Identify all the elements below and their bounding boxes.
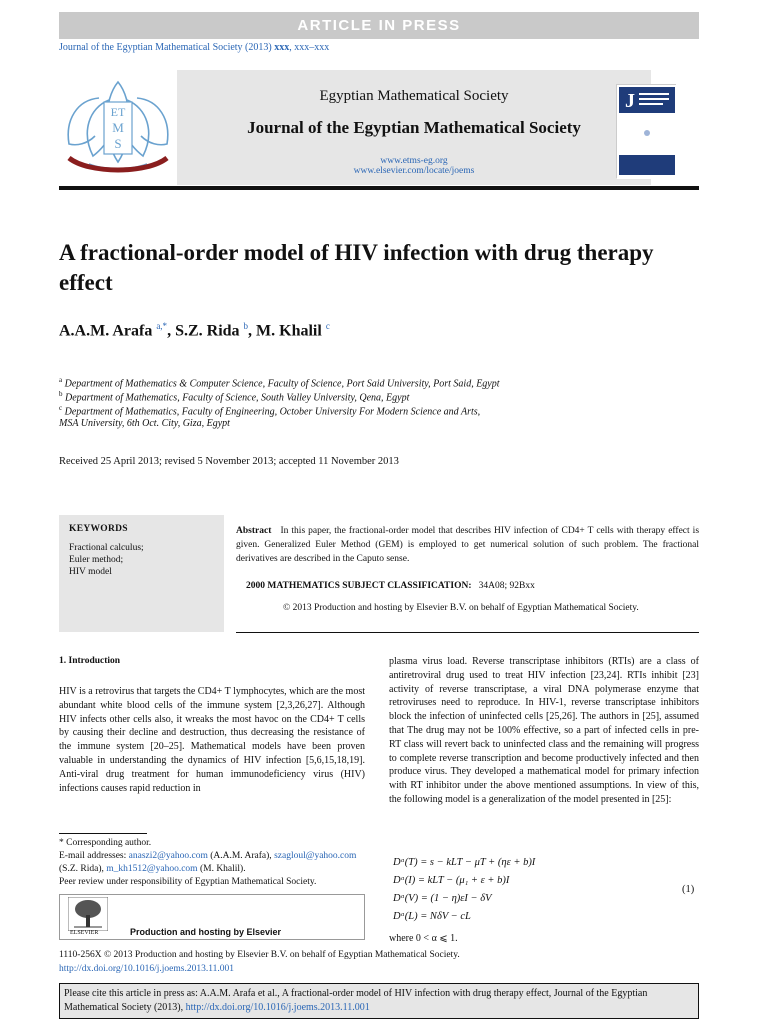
author-affiliation-link[interactable]: a,* xyxy=(156,321,168,331)
header-divider xyxy=(59,186,699,190)
affiliation-a xyxy=(59,376,500,389)
affiliation-mark: b xyxy=(59,390,63,398)
email-addresses-continued xyxy=(59,864,246,874)
doi-link[interactable]: http://dx.doi.org/10.1016/j.joems.2013.11.001 xyxy=(59,964,234,974)
email-addresses xyxy=(59,851,356,861)
issn-line: 1110-256X © 2013 Production and hosting by Elsevier B.V. on behalf of Egyptian Mathematical Society. xyxy=(59,950,460,960)
keywords-heading: KEYWORDS xyxy=(69,524,128,534)
citation-doi-link[interactable]: http://dx.doi.org/10.1016/j.joems.2013.11.001 xyxy=(185,1002,370,1013)
elsevier-tagline: Production and hosting by Elsevier xyxy=(130,927,282,937)
author-name: M. Khalil xyxy=(256,322,322,340)
etms-logo xyxy=(59,70,177,185)
society-name: Egyptian Mathematical Society xyxy=(319,88,509,104)
affiliation-text: Department of Mathematics, Faculty of Science, South Valley University, Qena, Egypt xyxy=(65,392,410,404)
logo-letter-et: ET xyxy=(110,105,126,119)
equation-number: (1) xyxy=(682,884,695,895)
affiliation-text: Department of Mathematics, Faculty of Engineering, October University For Modern Science and Arts, xyxy=(64,406,481,418)
corresponding-author-note: * Corresponding author. xyxy=(59,838,152,848)
article-title: A fractional-order model of HIV infection with drug therapy effect xyxy=(59,240,654,295)
equation-line: Dᵅ(V) = (1 − η)εI − δV xyxy=(393,893,492,904)
email-link[interactable]: m_kh1512@yahoo.com xyxy=(106,864,198,874)
msc-classification xyxy=(246,581,535,591)
svg-text:J: J xyxy=(625,90,635,112)
journal-cover-thumbnail xyxy=(616,84,676,178)
affiliation-c-continued xyxy=(59,418,230,429)
email-owner: (A.A.M. Arafa), xyxy=(207,851,275,861)
affiliation-mark: a xyxy=(59,376,63,384)
intro-paragraph-right: plasma virus load. Reverse transcriptase inhibitors (RTIs) are a class of antiretroviral drug used to treat HIV infection [23,24]. RTIs inhibit [23] activity of reverse transcriptase, a viral DNA polymerase enzyme that retroviruses need to reproduce. In HIV-1, reverse transcriptase inhibitors block the infection of uninfected cells [25,26]. The authors in [25], assumed that The drug may not be 100% effective, so a part of infected cells in pre-RT class will revert back to uninfected class and the remaining will progress to complete reverse transcription and become productively infected and then produce virus. They developed a mathematical model for primary infection with RT inhibitor under the above mentioned assumptions. In view of this, the following model is a generalization of the model presented in [25]: xyxy=(389,656,699,805)
equation-line: Dᵅ(T) = s − kLT − μT + (ηε + b)I xyxy=(393,857,536,868)
email-link[interactable]: szagloul@yahoo.com xyxy=(274,851,357,861)
author-affiliation-link[interactable]: b xyxy=(243,321,249,331)
msc-value: 34A08; 92Bxx xyxy=(478,581,535,591)
elsevier-url[interactable]: www.elsevier.com/locate/joems xyxy=(353,166,475,176)
intro-paragraph-left: HIV is a retrovirus that targets the CD4+ T lymphocytes, which are the most abundant white blood cells of the immune system [2,3,26,27]. Although HIV infects other cells also, it wreaks the most havoc on the CD4+ T cells by causing their decline and destruction, thus decreasing the resistance of the immune system [20–25]. Mathematical models have been proven valuable in understanding the dynamics of HIV infection [5,6,15,18,19]. Anti-viral drug treatment for human immunodeficiency virus (HIV) infections causes rapid reduction in xyxy=(59,686,365,794)
section-heading-introduction: 1. Introduction xyxy=(59,656,121,666)
elsevier-wordmark: ELSEVIER xyxy=(70,930,99,936)
abstract-label: Abstract xyxy=(236,526,272,536)
keyword-item: HIV model xyxy=(69,567,112,577)
received-dates: Received 25 April 2013; revised 5 November 2013; accepted 11 November 2013 xyxy=(59,456,399,467)
abstract-text: In this paper, the fractional-order model that describes HIV infection of CD4+ T cells with therapy effect is given. Generalized Euler Method (GEM) is employed to get numerical solution of such problem. The fractional derivatives are described in the Caputo sense. xyxy=(236,526,700,564)
citation-text: Please cite this article in press as: A.A.M. Arafa et al., A fractional-order model of HIV infection with drug therapy effect, Journal of the Egyptian Mathematical Society (2013), xyxy=(64,988,648,1013)
equation-line: Dᵅ(I) = kLT − (μ₁ + ε + b)I xyxy=(393,875,510,886)
email-link[interactable]: anaszi2@yahoo.com xyxy=(128,851,208,861)
journal-title: Journal of the Egyptian Mathematical Society xyxy=(247,118,581,137)
journal-reference-line[interactable] xyxy=(59,42,329,53)
journal-line-volume: xxx xyxy=(274,42,290,53)
elsevier-tree-icon xyxy=(68,897,108,931)
author-name: S.Z. Rida xyxy=(175,322,240,340)
etms-lotus-icon xyxy=(59,70,177,185)
cover-image-icon xyxy=(617,85,677,179)
affiliation-text: Department of Mathematics & Computer Science, Faculty of Science, Port Said University, Port Said, Egypt xyxy=(64,378,500,390)
equation-line: Dᵅ(L) = NδV − cL xyxy=(393,911,471,922)
citation-box xyxy=(59,983,699,1019)
keyword-item: Euler method; xyxy=(69,555,124,565)
affiliation-b xyxy=(59,390,409,403)
author-affiliation-link[interactable]: c xyxy=(325,321,330,331)
article-in-press-banner: ARTICLE IN PRESS xyxy=(59,12,699,39)
equation-condition: where 0 < α ⩽ 1. xyxy=(389,933,458,944)
logo-letter-s: S xyxy=(114,136,122,151)
abstract xyxy=(236,524,699,566)
msc-label: 2000 MATHEMATICS SUBJECT CLASSIFICATION: xyxy=(246,581,472,591)
author-name: A.A.M. Arafa xyxy=(59,322,153,340)
email-prefix: E-mail addresses: xyxy=(59,851,129,861)
journal-line-prefix: Journal of the Egyptian Mathematical Society (2013) xyxy=(59,42,272,53)
email-owner: (S.Z. Rida), xyxy=(59,864,107,874)
affiliation-mark: c xyxy=(59,404,63,412)
abstract-copyright: © 2013 Production and hosting by Elsevier B.V. on behalf of Egyptian Mathematical Society. xyxy=(283,603,639,613)
society-url[interactable]: www.etms-eg.org xyxy=(380,156,448,166)
logo-letter-m: M xyxy=(112,120,124,135)
affiliation-text: MSA University, 6th Oct. City, Giza, Egypt xyxy=(59,418,230,429)
journal-header xyxy=(59,70,699,188)
keyword-item: Fractional calculus; xyxy=(69,543,144,553)
email-owner: (M. Khalil). xyxy=(197,864,246,874)
journal-line-pages: , xxx–xxx xyxy=(289,42,330,53)
abstract-divider xyxy=(236,632,699,633)
affiliation-c xyxy=(59,404,480,417)
footnote-divider xyxy=(59,833,147,834)
author-list: A.A.M. Arafa $^{a,*}$, S.Z. Rida $^b$, M. Khalil $^c$ xyxy=(59,321,330,340)
peer-review-note: Peer review under responsibility of Egyptian Mathematical Society. xyxy=(59,877,317,887)
